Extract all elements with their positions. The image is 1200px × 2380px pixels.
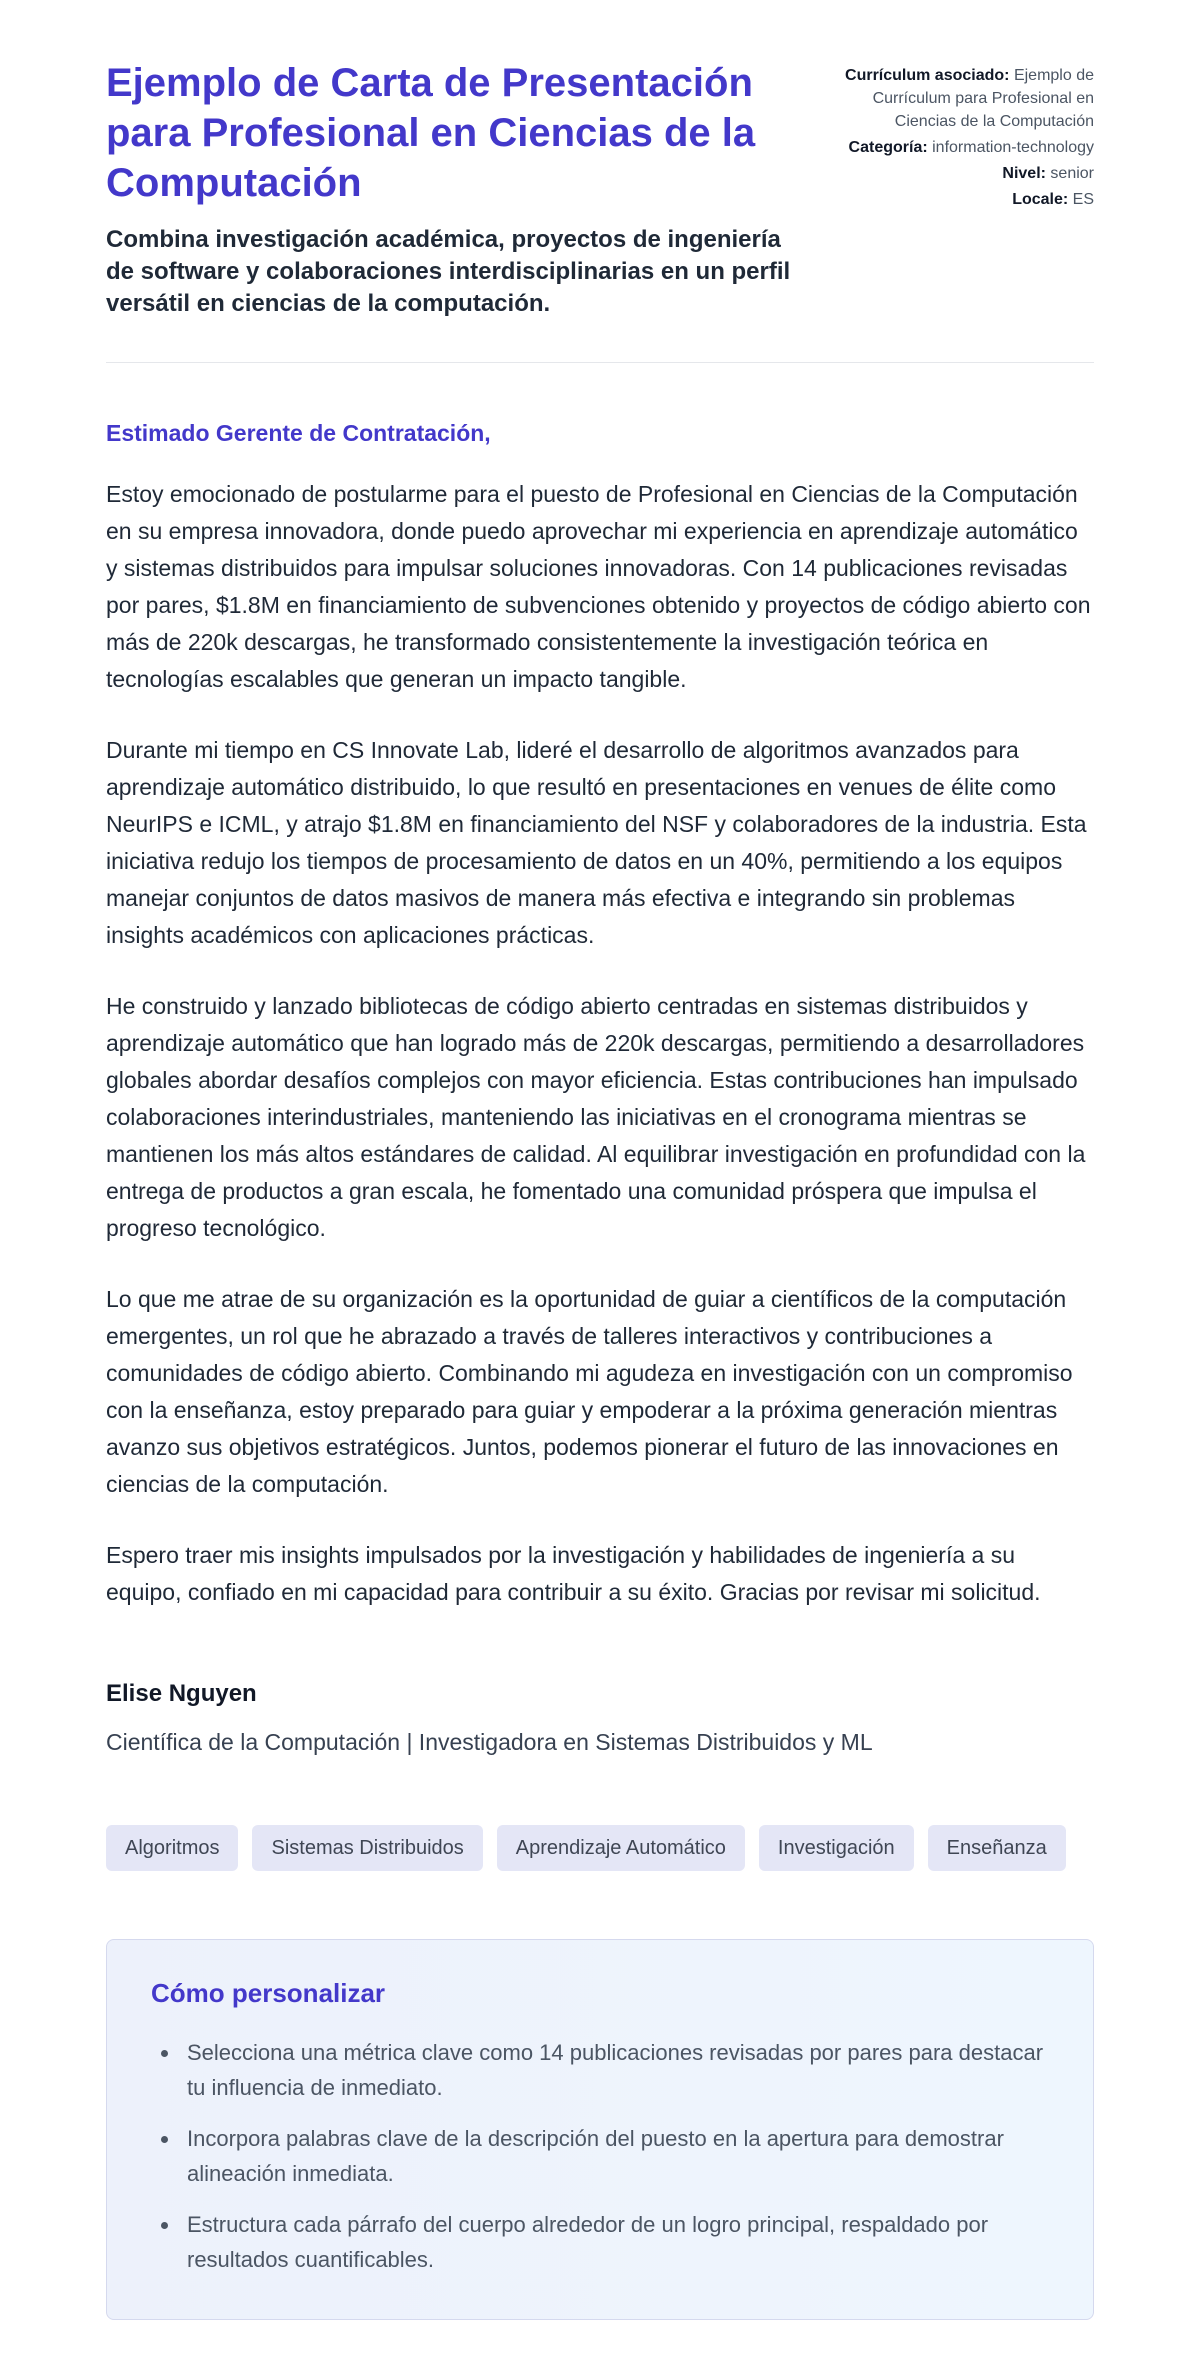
associated-resume-label: Currículum asociado:	[845, 67, 1010, 84]
page-subtitle: Combina investigación académica, proyectos de ingeniería de software y colaboraciones interdisciplinarias en un perfil versátil en ciencias de la computación.	[106, 226, 791, 317]
level-meta	[842, 162, 1094, 185]
letter-paragraph: Lo que me atrae de su organización es la oportunidad de guiar a científicos de la computación emergentes, un rol que he abrazado a través de talleres interactivos y contribuciones a comunidades de código abierto. Combinando mi agudeza en investigación con un compromiso con la enseñanza, estoy preparado para guiar y empoderar a la próxima generación mientras avanzo sus objetivos estratégicos. Juntos, podemos pionerar el futuro de las innovaciones en ciencias de la computación.	[106, 1286, 1073, 1497]
associated-resume-meta	[842, 64, 1094, 133]
tip-item: • Selecciona una métrica clave como 14 publicaciones revisadas por pares para destacar tu influencia de inmediato.	[181, 2035, 1049, 2105]
locale-label: Locale:	[1012, 191, 1069, 208]
page-header	[106, 58, 1094, 320]
skill-tags	[106, 1825, 1094, 1871]
skill-tag-aprendizaje-automatico[interactable]: Aprendizaje Automático	[497, 1825, 745, 1871]
category-label: Categoría:	[848, 139, 928, 156]
locale-value: ES	[1072, 191, 1094, 208]
letter-paragraph: He construido y lanzado bibliotecas de código abierto centradas en sistemas distribuidos y aprendizaje automático que han logrado más de 220k descargas, permitiendo a desarrolladores globales abordar desafíos complejos con mayor eficiencia. Estas contribuciones han impulsado colaboraciones interindustriales, manteniendo las iniciativas en el cronograma mientras se mantienen los más altos estándares de calidad. Al equilibrar investigación en profundidad con la entrega de productos a gran escala, he fomentado una comunidad próspera que impulsa el progreso tecnológico.	[106, 993, 1086, 1241]
page-title: Ejemplo de Carta de Presentación para Profesional en Ciencias de la Computación	[106, 61, 756, 205]
skill-tag-sistemas-distribuidos[interactable]: Sistemas Distribuidos	[252, 1825, 482, 1871]
category-meta	[842, 136, 1094, 159]
tip-item: • Estructura cada párrafo del cuerpo alrededor de un logro principal, respaldado por resultados cuantificables.	[181, 2207, 1049, 2277]
letter-greeting: Estimado Gerente de Contratación,	[106, 420, 491, 446]
locale-meta	[842, 188, 1094, 211]
level-label: Nivel:	[1002, 165, 1046, 182]
signature-role: Científica de la Computación | Investigadora en Sistemas Distribuidos y ML	[106, 1729, 873, 1755]
signature-name: Elise Nguyen	[106, 1680, 257, 1707]
letter-paragraph: Estoy emocionado de postularme para el puesto de Profesional en Ciencias de la Computación en su empresa innovadora, donde puedo aprovechar mi experiencia en aprendizaje automático y sistemas distribuidos para impulsar soluciones innovadoras. Con 14 publicaciones revisadas por pares, $1.8M en financiamiento de subvenciones obtenido y proyectos de código abierto con más de 220k descargas, he transformado consistentemente la investigación teórica en tecnologías escalables que generan un impacto tangible.	[106, 481, 1091, 692]
letter-paragraph: Durante mi tiempo en CS Innovate Lab, lideré el desarrollo de algoritmos avanzados para aprendizaje automático distribuido, lo que resultó en presentaciones en venues de élite como NeurIPS e ICML, y atrajo $1.8M en financiamiento del NSF y colaboradores de la industria. Esta iniciativa redujo los tiempos de procesamiento de datos en un 40%, permitiendo a los equipos manejar conjuntos de datos masivos de manera más efectiva e integrando sin problemas insights académicos con aplicaciones prácticas.	[106, 737, 1087, 948]
cover-letter-body	[106, 415, 1094, 1761]
tips-list	[151, 2035, 1049, 2277]
skill-tag-algoritmos[interactable]: Algoritmos	[106, 1825, 238, 1871]
level-value: senior	[1050, 165, 1094, 182]
tip-item: • Incorpora palabras clave de la descripción del puesto en la apertura para demostrar alineación inmediata.	[181, 2121, 1049, 2191]
letter-paragraph: Espero traer mis insights impulsados por la investigación y habilidades de ingeniería a su equipo, confiado en mi capacidad para contribuir a su éxito. Gracias por revisar mi solicitud.	[106, 1542, 1041, 1605]
skill-tag-investigacion[interactable]: Investigación	[759, 1825, 914, 1871]
header-divider	[106, 362, 1094, 363]
category-value: information-technology	[932, 139, 1094, 156]
associated-resume-value: Ejemplo de Currículum para Profesional en Ciencias de la Computación	[872, 67, 1094, 130]
header-title-block	[106, 58, 794, 320]
customization-tips-box	[106, 1939, 1094, 2320]
skill-tag-ensenanza[interactable]: Enseñanza	[928, 1825, 1066, 1871]
tips-title: Cómo personalizar	[151, 1978, 386, 2008]
meta-panel	[842, 58, 1094, 320]
